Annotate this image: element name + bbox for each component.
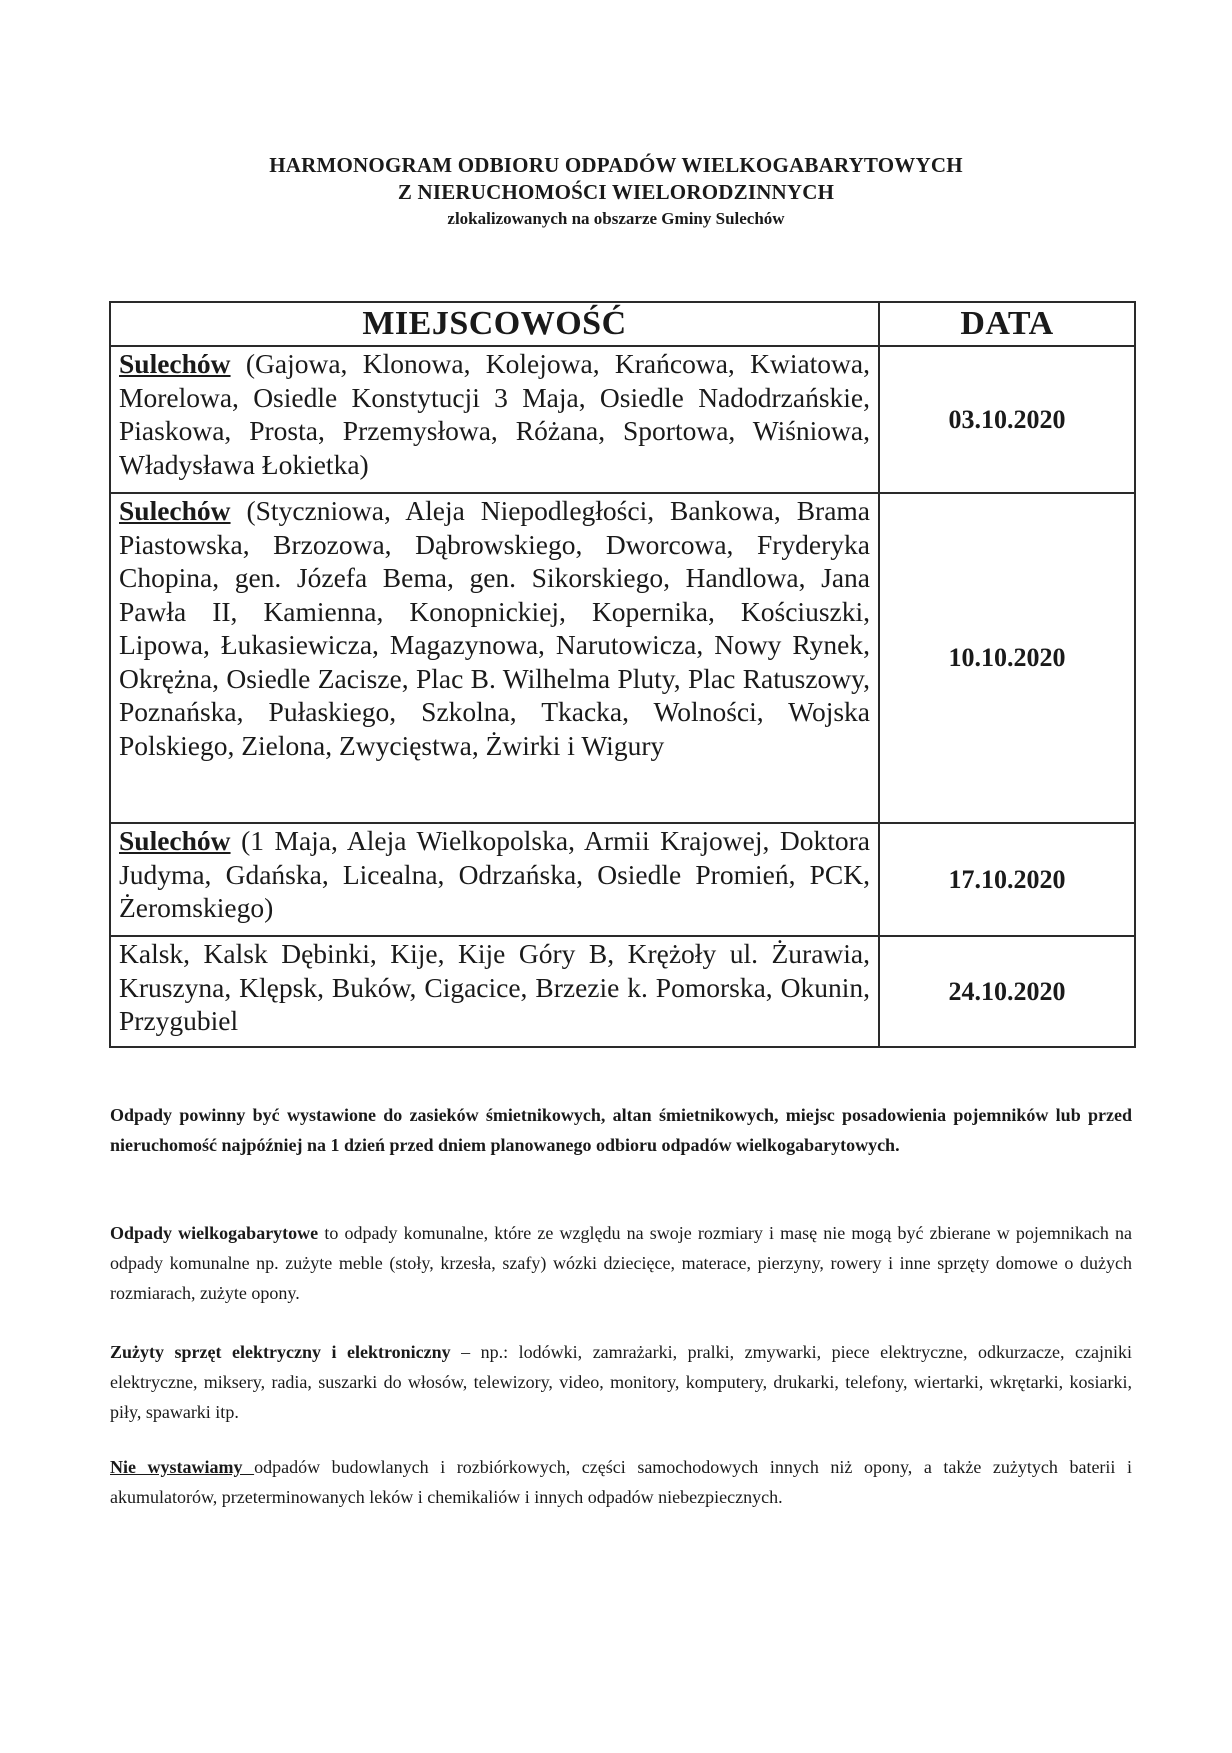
table-header-row [110,302,1135,346]
town-name: Sulechów [119,495,231,526]
title-line-1: HARMONOGRAM ODBIORU ODPADÓW WIELKOGABARYTOWYCH [269,153,963,177]
date-cell: 17.10.2020 [879,823,1135,936]
note-bold-term: Zużyty sprzęt elektryczny i elektroniczny [110,1342,451,1362]
note-electronic-waste [110,1337,1132,1427]
town-name: Sulechów [119,348,231,379]
subtitle: zlokalizowanych na obszarze Gminy Sulechów [447,209,785,228]
street-list: (1 Maja, Aleja Wielkopolska, Armii Krajowej, Doktora Judyma, Gdańska, Licealna, Odrzańska, Osiedle Promień, PCK, Żeromskiego) [119,825,870,923]
location-cell [110,346,879,493]
note-bold-term: Odpady wielkogabarytowe [110,1223,319,1243]
table-row [110,936,1135,1047]
table-row [110,346,1135,493]
title-line-2: Z NIERUCHOMOŚCI WIELORODZINNYCH [397,180,835,204]
note-text: – np.: lodówki, zamrażarki, pralki, zmywarki, piece elektryczne, odkurzacze, czajniki elektryczne, miksery, radia, suszarki do włosów, telewizory, video, monitory, komputery, drukarki, telefony, wiertarki, wkrętarki, kosiarki, piły, spawarki itp. [110,1342,1132,1422]
note-bulky-waste-definition [110,1218,1132,1308]
date-cell: 10.10.2020 [879,493,1135,823]
note-text: to odpady komunalne, które ze względu na swoje rozmiary i masę nie mogą być zbierane w pojemnikach na odpady komunalne np. zużyte meble (stoły, krzesła, szafy) wózki dziecięce, materace, pierzyny, rowery i inne sprzęty domowe o dużych rozmiarach, zużyte opony. [110,1223,1132,1303]
date-cell: 24.10.2020 [879,936,1135,1047]
table-row [110,823,1135,936]
town-name: Sulechów [119,825,231,856]
street-list: (Gajowa, Klonowa, Kolejowa, Krańcowa, Kwiatowa, Morelowa, Osiedle Konstytucji 3 Maja, Osiedle Nadodrzańskie, Piaskowa, Prosta, Przemysłowa, Różana, Sportowa, Wiśniowa, Władysława Łokietka) [119,348,870,480]
column-header-location: MIEJSCOWOŚĆ [110,302,879,346]
table-row [110,493,1135,823]
note-placement: Odpady powinny być wystawione do zasieków śmietnikowych, altan śmietnikowych, miejsc posadowienia pojemników lub przed nieruchomość najpóźniej na 1 dzień przed dniem planowanego odbioru odpadów wielkogabarytowych. [110,1105,1132,1155]
location-cell [110,936,879,1047]
note-bold-term: Nie wystawiamy [110,1457,255,1477]
location-cell [110,823,879,936]
note-excluded-waste [110,1452,1132,1512]
date-cell: 03.10.2020 [879,346,1135,493]
note-text: odpadów budowlanych i rozbiórkowych, części samochodowych innych niż opony, a także zużytych baterii i akumulatorów, przeterminowanych leków i chemikaliów i innych odpadów niebezpiecznych. [110,1457,1132,1507]
village-list: Kalsk, Kalsk Dębinki, Kije, Kije Góry B, Krężoły ul. Żurawia, Kruszyna, Klępsk, Buków, Cigacice, Brzezie k. Pomorska, Okunin, Przygubiel [119,938,870,1036]
document-header [0,152,1232,232]
column-header-date: DATA [879,302,1135,346]
location-cell [110,493,879,823]
schedule-table [109,301,1136,1048]
street-list: (Styczniowa, Aleja Niepodległości, Bankowa, Brama Piastowska, Brzozowa, Dąbrowskiego, Dworcowa, Fryderyka Chopina, gen. Józefa Bema, gen. Sikorskiego, Handlowa, Jana Pawła II, Kamienna, Konopnickiej, Kopernika, Kościuszki, Lipowa, Łukasiewicza, Magazynowa, Narutowicza, Nowy Rynek, Okrężna, Osiedle Zacisze, Plac B. Wilhelma Pluty, Plac Ratuszowy, Poznańska, Pułaskiego, Szkolna, Tkacka, Wolności, Wojska Polskiego, Zielona, Zwycięstwa, Żwirki i Wigury [119,495,870,761]
